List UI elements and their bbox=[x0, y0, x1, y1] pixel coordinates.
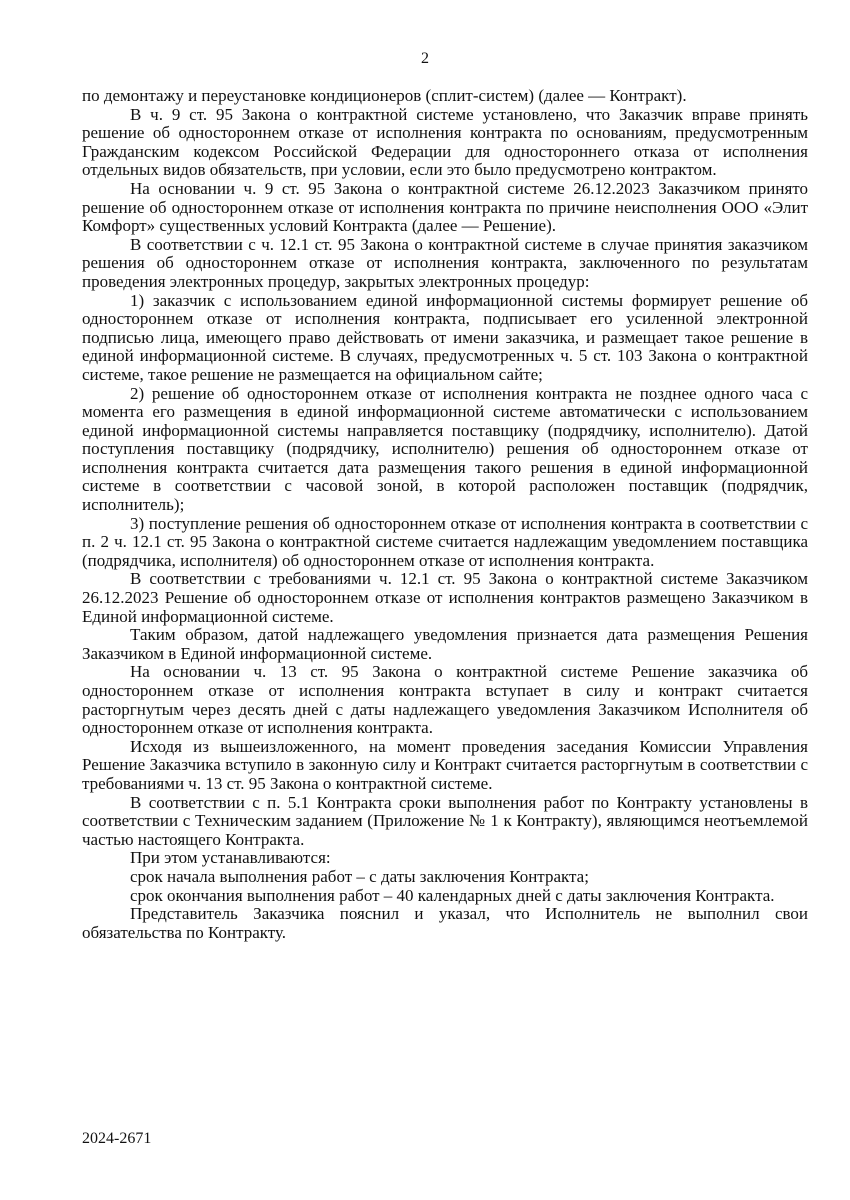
paragraph-procedure-item-1: 1) заказчик с использованием единой информационной системы формирует решение об одностороннем отказе от исполнения контракта, подписывает его усиленной электронной подписью лица, имеющего право действовать от имени заказчика, и размещает такое решение в единой информационной системе. В случаях, предусмотренных ч. 5 ст. 103 Закона о контрактной системе, такое решение не размещается на официальном сайте; bbox=[82, 290, 808, 384]
paragraph-work-terms: В соответствии с п. 5.1 Контракта сроки выполнения работ по Контракту установлены в соответствии с Техническим заданием (Приложение № 1 к Контракту), являющимся неотъемлемой частью настоящего Контракта. bbox=[82, 792, 808, 849]
paragraph-entry-into-force: На основании ч. 13 ст. 95 Закона о контрактной системе Решение заказчика об одностороннем отказе от исполнения контракта вступает в силу и контракт считается расторгнутым через десять дней с даты надлежащего уведомления Заказчиком Исполнителя об одностороннем отказе от исполнения контракта. bbox=[82, 662, 808, 738]
paragraph-procedure-item-3: 3) поступление решения об одностороннем отказе от исполнения контракта в соответствии с п. 2 ч. 12.1 ст. 95 Закона о контрактной системе считается надлежащим уведомлением поставщика (подрядчика, исполнителя) об одностороннем отказе от исполнения контракта. bbox=[82, 513, 808, 570]
paragraph-terms-intro: При этом устанавливаются: bbox=[130, 848, 331, 868]
paragraph-procedure-intro: В соответствии с ч. 12.1 ст. 95 Закона о контрактной системе в случае принятия заказчиком решения об одностороннем отказе от исполнения контракта, заключенного по результатам проведения электронных процедур, закрытых электронных процедур: bbox=[82, 234, 808, 291]
paragraph-notification-date: Таким образом, датой надлежащего уведомления признается дата размещения Решения Заказчиком в Единой информационной системе. bbox=[82, 625, 808, 663]
paragraph-contract-continuation: по демонтажу и переустановке кондиционеров (сплит-систем) (далее — Контракт). bbox=[82, 86, 687, 105]
paragraph-representative-statement: Представитель Заказчика пояснил и указал, что Исполнитель не выполнил свои обязательства по Контракту. bbox=[82, 904, 808, 942]
document-id: 2024-2671 bbox=[82, 1130, 152, 1147]
paragraph-right-to-refuse: В ч. 9 ст. 95 Закона о контрактной системе установлено, что Заказчик вправе принять решение об одностороннем отказе от исполнения контракта по основаниям, предусмотренным Гражданским кодексом Российской Федерации для одностороннего отказа от исполнения отдельных видов обязательств, при условии, если это было предусмотрено контрактом. bbox=[82, 104, 808, 180]
page-number: 2 bbox=[421, 50, 429, 67]
paragraph-decision-published: В соответствии с требованиями ч. 12.1 ст. 95 Закона о контрактной системе Заказчиком 26.12.2023 Решение об одностороннем отказе от исполнения контрактов размещено Заказчиком в Единой информационной системе. bbox=[82, 569, 808, 626]
document-body bbox=[82, 87, 808, 942]
paragraph-start-term: срок начала выполнения работ – с даты заключения Контракта; bbox=[130, 866, 589, 886]
paragraph-decision-taken: На основании ч. 9 ст. 95 Закона о контрактной системе 26.12.2023 Заказчиком принято решение об одностороннем отказе от исполнения контракта по причине неисполнения ООО «Элит Комфорт» существенных условий Контракта (далее — Решение). bbox=[82, 178, 808, 236]
paragraph-end-term: срок окончания выполнения работ – 40 календарных дней с даты заключения Контракта. bbox=[130, 885, 775, 905]
paragraph-conclusion: Исходя из вышеизложенного, на момент проведения заседания Комиссии Управления Решение Заказчика вступило в законную силу и Контракт считается расторгнутым в соответствии с требованиями ч. 13 ст. 95 Закона о контрактной системе. bbox=[82, 736, 808, 793]
paragraph-procedure-item-2: 2) решение об одностороннем отказе от исполнения контракта не позднее одного часа с момента его размещения в единой информационной системе автоматически с использованием единой информационной системы направляется поставщику (подрядчику, исполнителю). Датой поступления поставщику (подрядчику, исполнителю) решения об одностороннем отказе от исполнения контракта считается дата размещения такого решения в единой информационной системе в соответствии с часовой зоной, в которой расположен поставщик (подрядчик, исполнитель); bbox=[82, 383, 808, 515]
